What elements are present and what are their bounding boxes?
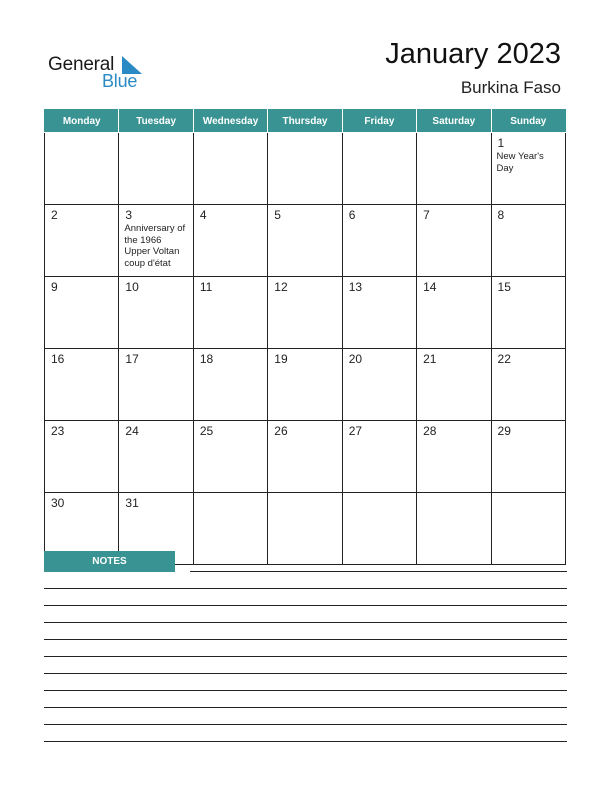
notes-line	[44, 724, 567, 725]
calendar-day-cell	[193, 349, 267, 421]
day-number: 1	[497, 136, 505, 150]
notes-line	[44, 656, 567, 657]
day-number: 2	[51, 208, 58, 222]
calendar-day-cell	[342, 493, 416, 565]
weekday-header-row	[45, 110, 566, 133]
calendar-day-cell	[417, 493, 491, 565]
weekday-monday: Monday	[45, 110, 119, 133]
notes-line	[44, 741, 567, 742]
weekday-sunday: Sunday	[491, 110, 565, 133]
day-number: 3	[125, 208, 133, 222]
day-number: 21	[423, 352, 437, 366]
day-number: 17	[125, 352, 139, 366]
logo-general-text: General	[48, 54, 115, 75]
calendar-day-cell	[268, 421, 342, 493]
weekday-friday: Friday	[342, 110, 416, 133]
day-number: 23	[51, 424, 65, 438]
day-number: 12	[274, 280, 288, 294]
calendar-day-cell	[45, 205, 119, 277]
weekday-thursday: Thursday	[268, 110, 342, 133]
calendar-day-cell	[417, 349, 491, 421]
day-number: 28	[423, 424, 437, 438]
day-number: 26	[274, 424, 288, 438]
day-number: 22	[497, 352, 511, 366]
holiday-label: Anniversary of the 1966 Upper Voltan coup d'état	[124, 223, 186, 269]
day-number: 13	[348, 280, 363, 294]
day-number: 29	[497, 424, 511, 438]
day-number: 25	[199, 424, 214, 438]
calendar-day-cell	[119, 277, 193, 349]
calendar-day-cell	[268, 493, 342, 565]
day-number: 15	[497, 280, 511, 294]
notes-line	[190, 571, 567, 572]
calendar-week-row	[45, 349, 566, 421]
day-number: 24	[125, 424, 139, 438]
day-number: 4	[199, 208, 207, 222]
day-number: 19	[274, 352, 288, 366]
day-number: 16	[51, 352, 65, 366]
day-number: 5	[274, 208, 281, 222]
calendar-day-cell	[417, 205, 491, 277]
day-number: 31	[125, 496, 139, 510]
calendar-day-cell	[45, 133, 119, 205]
weekday-saturday: Saturday	[417, 110, 491, 133]
notes-line	[44, 673, 567, 674]
holiday-label: New Year's Day	[496, 151, 544, 174]
calendar-day-cell	[119, 349, 193, 421]
calendar-grid	[44, 109, 566, 565]
notes-line	[44, 588, 567, 589]
calendar-day-cell	[119, 205, 193, 277]
day-number: 8	[497, 208, 505, 222]
day-number: 11	[199, 280, 213, 294]
generalblue-logo	[48, 52, 158, 92]
logo-blue-text: Blue	[102, 71, 138, 91]
calendar-day-cell	[491, 493, 565, 565]
calendar-day-cell	[45, 421, 119, 493]
calendar-day-cell	[491, 277, 565, 349]
calendar-week-row	[45, 277, 566, 349]
calendar-day-cell	[342, 133, 416, 205]
notes-label: NOTES	[44, 551, 175, 572]
notes-line	[44, 639, 567, 640]
calendar-week-row	[45, 421, 566, 493]
day-number: 6	[348, 208, 356, 222]
calendar-day-cell	[268, 349, 342, 421]
calendar-day-cell	[491, 349, 565, 421]
calendar-day-cell	[342, 205, 416, 277]
calendar-day-cell	[193, 421, 267, 493]
calendar-day-cell	[417, 277, 491, 349]
calendar-day-cell	[193, 133, 267, 205]
calendar-day-cell	[491, 133, 565, 205]
calendar-day-cell	[45, 349, 119, 421]
calendar-day-cell	[417, 133, 491, 205]
calendar-day-cell	[491, 421, 565, 493]
page-title: January 2023	[385, 38, 561, 70]
day-number: 20	[348, 352, 363, 366]
calendar-day-cell	[268, 205, 342, 277]
weekday-tuesday: Tuesday	[119, 110, 193, 133]
calendar-day-cell	[342, 349, 416, 421]
calendar-day-cell	[342, 277, 416, 349]
weekday-wednesday: Wednesday	[193, 110, 267, 133]
calendar-week-row	[45, 205, 566, 277]
day-number: 7	[423, 208, 430, 222]
calendar-day-cell	[342, 421, 416, 493]
day-number: 14	[423, 280, 437, 294]
day-number: 30	[51, 496, 65, 510]
country-name: Burkina Faso	[460, 78, 561, 97]
calendar-day-cell	[45, 277, 119, 349]
calendar-day-cell	[417, 421, 491, 493]
calendar-day-cell	[193, 493, 267, 565]
calendar-day-cell	[193, 205, 267, 277]
calendar-day-cell	[119, 133, 193, 205]
calendar-day-cell	[119, 421, 193, 493]
notes-line	[44, 707, 567, 708]
day-number: 9	[51, 280, 58, 294]
day-number: 18	[199, 352, 214, 366]
day-number: 10	[125, 280, 139, 294]
day-number: 27	[348, 424, 363, 438]
calendar-day-cell	[268, 133, 342, 205]
calendar-week-row	[45, 133, 566, 205]
notes-line	[44, 622, 567, 623]
notes-line	[44, 605, 567, 606]
notes-line	[44, 690, 567, 691]
calendar-day-cell	[193, 277, 267, 349]
calendar-day-cell	[268, 277, 342, 349]
calendar-day-cell	[491, 205, 565, 277]
